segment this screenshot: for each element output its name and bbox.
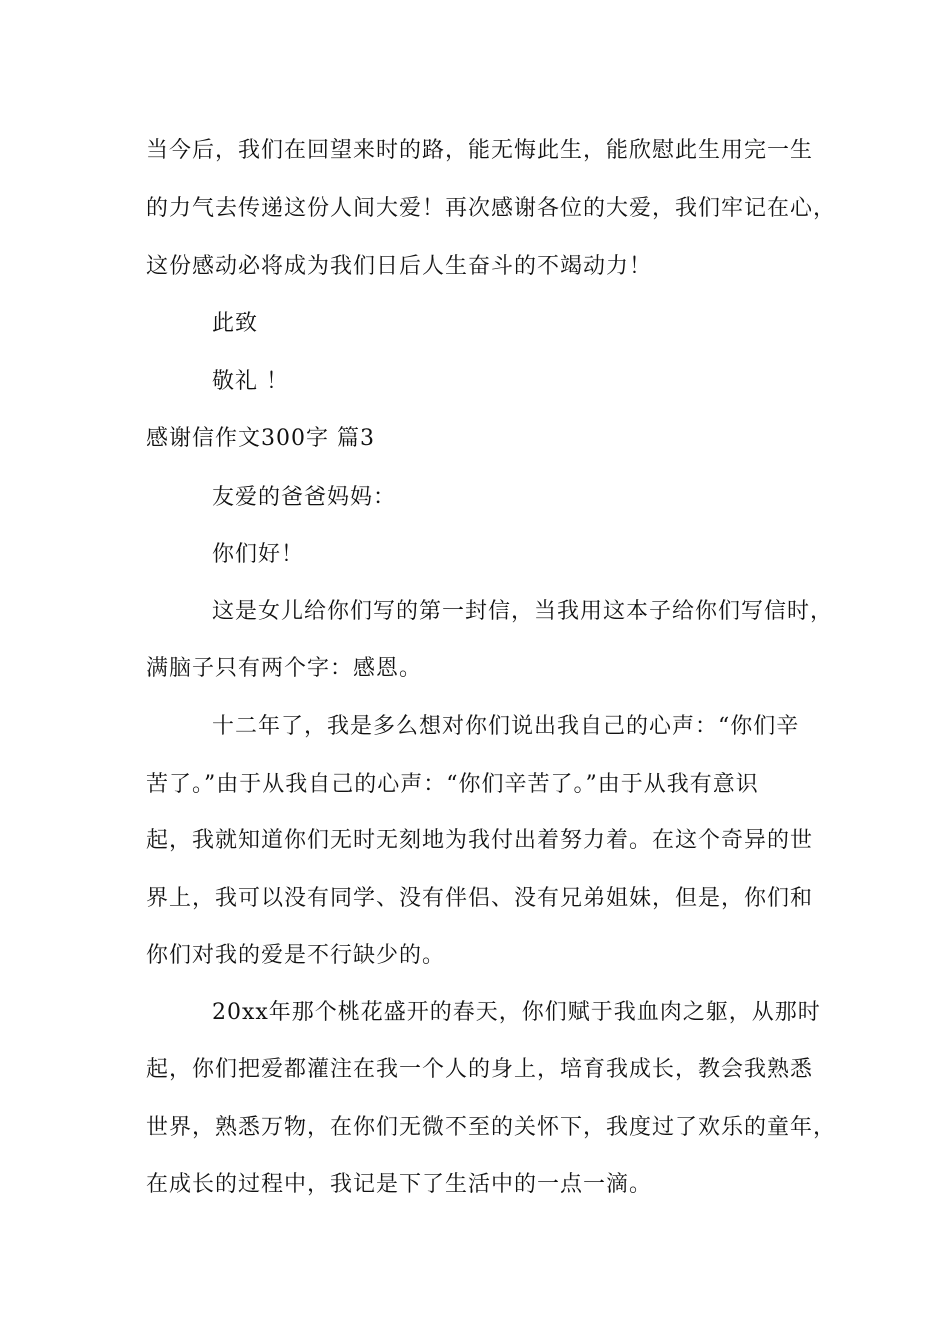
paragraph-line: 这份感动必将成为我们日后人生奋斗的不竭动力！ [146, 254, 653, 279]
paragraph-line: 苦了。”由于从我自己的心声：“你们辛苦了。”由于从我有意识 [146, 772, 759, 797]
paragraph-line: 你们对我的爱是不行缺少的。 [146, 943, 446, 968]
paragraph-line: 界上，我可以没有同学、没有伴侣、没有兄弟姐妹，但是，你们和 [146, 886, 814, 911]
closing-regards: 敬礼 ！ [212, 369, 289, 394]
paragraph-line: 十二年了，我是多么想对你们说出我自己的心声：“你们辛 [212, 714, 800, 739]
paragraph-line: 20xx年那个桃花盛开的春天，你们赋于我血肉之躯，从那时 [212, 1000, 821, 1025]
letter-greeting: 友爱的爸爸妈妈： [212, 485, 397, 510]
letter-hello: 你们好！ [212, 542, 305, 567]
closing-salutation: 此致 [212, 311, 259, 336]
paragraph-line: 起，你们把爱都灌注在我一个人的身上，培育我成长，教会我熟悉 [146, 1057, 814, 1082]
paragraph-line: 世界，熟悉万物，在你们无微不至的关怀下，我度过了欢乐的童年， [146, 1115, 837, 1140]
section-heading: 感谢信作文300字 篇3 [146, 426, 375, 451]
paragraph-line: 在成长的过程中，我记是下了生活中的一点一滴。 [146, 1172, 653, 1197]
paragraph-line: 的力气去传递这份人间大爱！再次感谢各位的大爱，我们牢记在心， [146, 196, 837, 221]
paragraph-line: 这是女儿给你们写的第一封信，当我用这本子给你们写信时， [212, 599, 834, 624]
paragraph-line: 当今后，我们在回望来时的路，能无悔此生，能欣慰此生用完一生 [146, 138, 814, 163]
paragraph-line: 满脑子只有两个字：感恩。 [146, 656, 423, 681]
paragraph-line: 起，我就知道你们无时无刻地为我付出着努力着。在这个奇异的世 [146, 828, 814, 853]
